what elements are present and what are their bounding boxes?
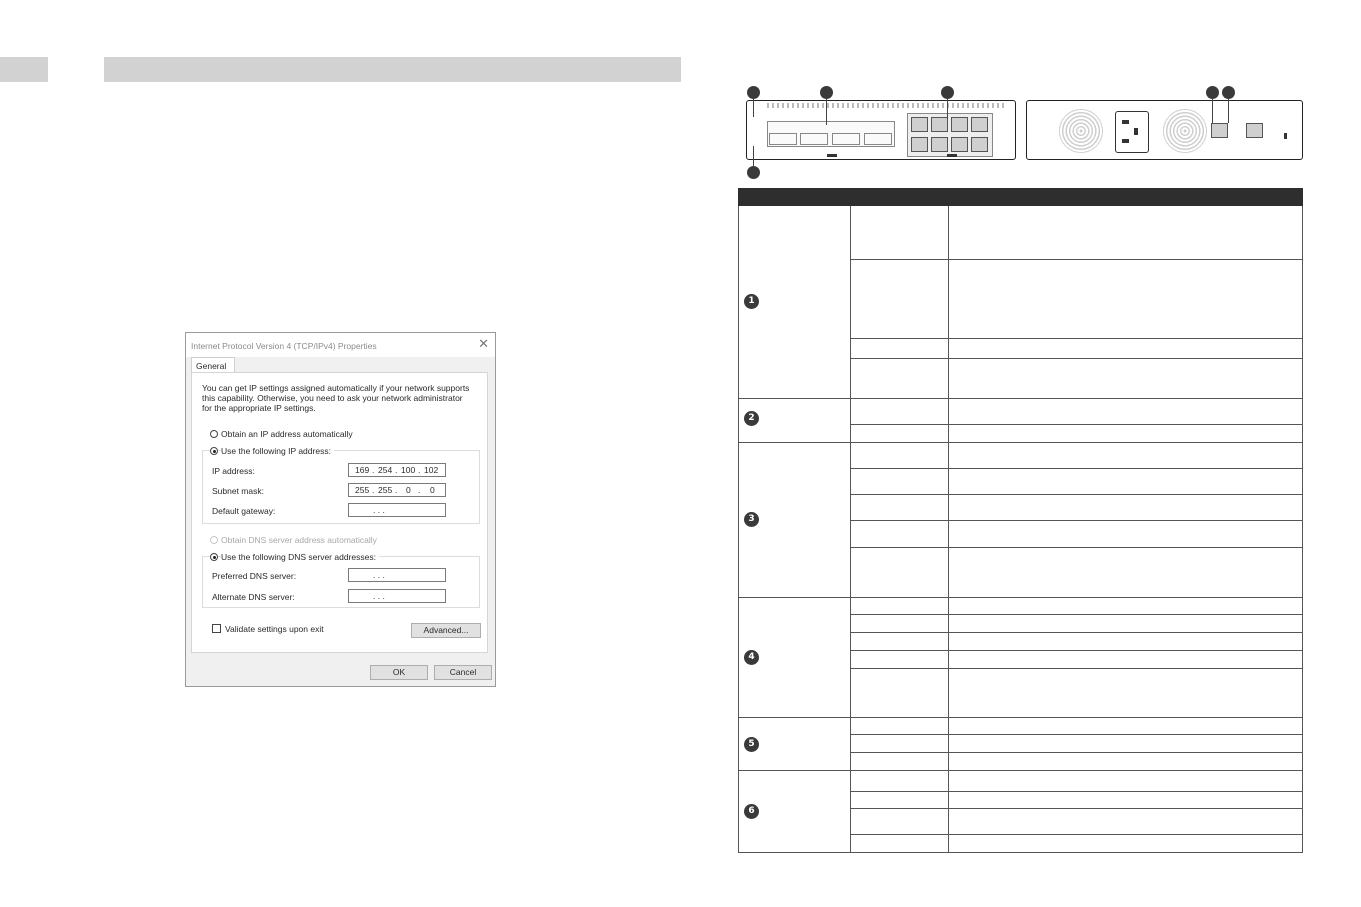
alternate-dns-input[interactable] [348, 589, 446, 603]
subnet-mask-input[interactable]: 255 . 255 . 0 . 0 [348, 483, 446, 497]
group-badge-6: 6 [744, 804, 759, 819]
dialog-titlebar [186, 333, 495, 357]
manual-dns-radio[interactable] [210, 553, 218, 561]
alternate-dns-dots: . . . [373, 591, 385, 601]
front-panel [746, 100, 1016, 160]
group-badge-3: 3 [744, 512, 759, 527]
close-icon[interactable]: ✕ [478, 336, 489, 351]
default-gateway-input[interactable] [348, 503, 446, 517]
callout-5 [1206, 86, 1219, 99]
group-badge-2: 2 [744, 411, 759, 426]
preferred-dns-input[interactable] [348, 568, 446, 582]
alternate-dns-label: Alternate DNS server: [212, 592, 295, 602]
ip-octet-4: 102 [424, 465, 439, 475]
reset-button [1284, 133, 1287, 139]
auto-dns-label: Obtain DNS server address automatically [221, 535, 377, 545]
section-title-bar [104, 57, 681, 82]
intro-line-2: this capability. Otherwise, you need to ask your network administrator [202, 393, 463, 403]
fan-left [1059, 109, 1103, 153]
ip-octet-1: 169 [355, 465, 370, 475]
group-badge-4: 4 [744, 650, 759, 665]
mask-octet-2: 255 [378, 485, 393, 495]
ip-octet-3: 100 [401, 465, 416, 475]
tcpip-properties-dialog [185, 332, 496, 687]
callout-6 [1222, 86, 1235, 99]
mask-octet-1: 255 [355, 485, 370, 495]
callout-2 [820, 86, 833, 99]
console-port [1211, 123, 1228, 138]
ip-address-input[interactable]: 169 . 254 . 100 . 102 [348, 463, 446, 477]
advanced-button[interactable]: Advanced... [411, 623, 481, 638]
front-panel-illustration [741, 86, 1017, 176]
auto-ip-radio[interactable] [210, 430, 218, 438]
callout-1 [747, 86, 760, 99]
manual-ip-label: Use the following IP address: [221, 446, 334, 456]
mgmt-port [1246, 123, 1263, 138]
validate-checkbox[interactable] [212, 624, 221, 633]
ip-octet-2: 254 [378, 465, 393, 475]
callout-3 [941, 86, 954, 99]
auto-ip-label: Obtain an IP address automatically [221, 429, 353, 439]
rear-panel [1026, 100, 1303, 160]
rear-panel-illustration [1026, 86, 1306, 162]
subnet-mask-label: Subnet mask: [212, 486, 264, 496]
manual-dns-label: Use the following DNS server addresses: [221, 552, 379, 562]
preferred-dns-dots: . . . [373, 570, 385, 580]
validate-label: Validate settings upon exit [225, 624, 324, 634]
auto-dns-radio[interactable] [210, 536, 218, 544]
cancel-button[interactable]: Cancel [434, 665, 492, 680]
dialog-title: Internet Protocol Version 4 (TCP/IPv4) Properties [191, 341, 377, 351]
ok-button[interactable]: OK [370, 665, 428, 680]
callout-4 [747, 166, 760, 179]
power-inlet [1115, 111, 1149, 153]
tab-general[interactable]: General [191, 357, 235, 373]
page-tab-marker [0, 57, 48, 82]
front-led [827, 154, 837, 157]
general-panel [191, 372, 488, 653]
manual-ip-radio[interactable] [210, 447, 218, 455]
intro-line-1: You can get IP settings assigned automatically if your network supports [202, 383, 470, 393]
ip-address-label: IP address: [212, 466, 255, 476]
group-badge-1: 1 [744, 294, 759, 309]
gateway-dots: . . . [373, 505, 385, 515]
fan-right [1163, 109, 1207, 153]
mask-octet-3: 0 [406, 485, 411, 495]
table-header [738, 188, 1303, 206]
preferred-dns-label: Preferred DNS server: [212, 571, 297, 581]
default-gateway-label: Default gateway: [212, 506, 276, 516]
group-badge-5: 5 [744, 737, 759, 752]
mask-octet-4: 0 [430, 485, 435, 495]
intro-line-3: for the appropriate IP settings. [202, 403, 316, 413]
